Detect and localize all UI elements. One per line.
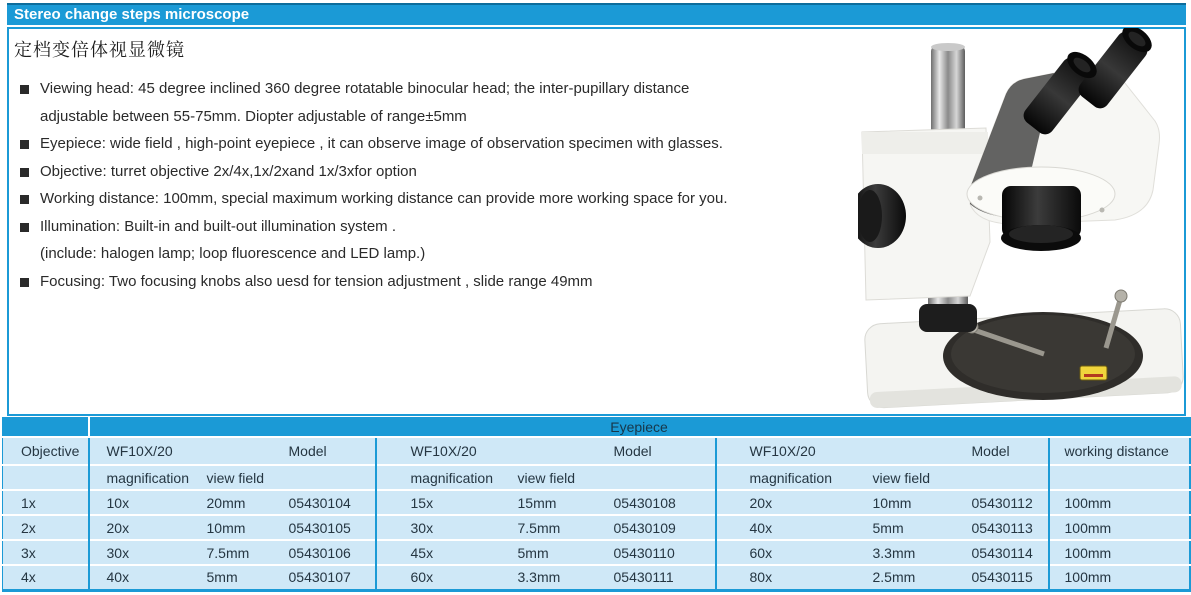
spec-table-body [3,490,1190,590]
feature-item: Focusing: Two focusing knobs also uesd for tension adjustment , slide range 49mm [14,268,864,296]
magnification-header: magnification [89,465,197,490]
group1-model-header: Model [281,437,376,465]
group1-header: WF10X/20 [89,437,281,465]
group2-model-header: Model [593,437,716,465]
table-cell-blank [3,465,89,490]
table-cell: 20x [716,490,863,515]
table-cell: 10mm [197,515,281,540]
table-cell: 40x [716,515,863,540]
table-cell: 15x [376,490,506,515]
table-cell: 20x [89,515,197,540]
table-cell: 7.5mm [197,540,281,565]
table-cell-blank [1049,465,1190,490]
table-cell-blank [3,417,89,437]
chinese-subtitle: 定档变倍体视显微镜 [14,40,185,60]
table-row-sub-headers [3,465,1190,490]
table-cell: 3.3mm [863,540,959,565]
table-cell: 100mm [1049,515,1190,540]
table-cell: 05430115 [959,565,1049,590]
table-row-eyepiece [3,417,1190,437]
objective-header: Objective [3,437,89,465]
page-title: Stereo change steps microscope [14,6,250,23]
eyepiece-header: Eyepiece [89,417,1190,437]
feature-item: (include: halogen lamp; loop fluorescence and LED lamp.) [40,245,426,262]
feature-item: Working distance: 100mm, special maximum working distance can provide more working space for you. [14,185,864,213]
table-cell: 2.5mm [863,565,959,590]
table-cell: 100mm [1049,565,1190,590]
table-cell: 3x [3,540,89,565]
table-cell: 05430114 [959,540,1049,565]
feature-item: Illumination: Built-in and built-out illumination system . [14,213,864,241]
table-cell: 10x [89,490,197,515]
table-cell: 05430104 [281,490,376,515]
table-cell: 45x [376,540,506,565]
binocular-head [967,28,1160,251]
group3-header: WF10X/20 [716,437,959,465]
table-cell-blank [959,465,1049,490]
table-cell: 05430106 [281,540,376,565]
table-row [3,565,1190,590]
focus-body [858,128,990,300]
view-field-header: view field [506,465,593,490]
table-cell: 7.5mm [506,515,593,540]
table-row [3,515,1190,540]
microscope-base [864,290,1184,408]
table-cell-blank [281,465,376,490]
table-cell: 80x [716,565,863,590]
table-cell: 05430108 [593,490,716,515]
table-cell: 05430105 [281,515,376,540]
table-cell: 4x [3,565,89,590]
table-cell: 5mm [506,540,593,565]
table-cell: 60x [376,565,506,590]
table-cell: 30x [89,540,197,565]
table-cell: 2x [3,515,89,540]
table-cell: 60x [716,540,863,565]
table-cell: 5mm [197,565,281,590]
table-row-group-headers [3,437,1190,465]
table-cell: 100mm [1049,540,1190,565]
table-cell: 05430107 [281,565,376,590]
table-row [3,490,1190,515]
table-cell: 10mm [863,490,959,515]
table-cell: 05430110 [593,540,716,565]
magnification-header: magnification [376,465,506,490]
brand-label [1080,366,1107,380]
table-cell: 05430112 [959,490,1049,515]
view-field-header: view field [197,465,281,490]
table-cell: 5mm [863,515,959,540]
table-cell: 20mm [197,490,281,515]
table-cell: 05430113 [959,515,1049,540]
group3-model-header: Model [959,437,1049,465]
table-cell: 100mm [1049,490,1190,515]
table-cell: 3.3mm [506,565,593,590]
table-cell: 30x [376,515,506,540]
table-row [3,540,1190,565]
table-cell: 40x [89,565,197,590]
microscope-photo [858,28,1188,416]
table-cell: 05430111 [593,565,716,590]
working-distance-header: working distance [1049,437,1190,465]
feature-item: Eyepiece: wide field , high-point eyepiece , it can observe image of observation specimen with glasses. [14,130,864,158]
table-cell: 1x [3,490,89,515]
title-bar [7,3,1186,25]
table-cell: 15mm [506,490,593,515]
group2-header: WF10X/20 [376,437,593,465]
features-list [14,75,864,295]
feature-item: Objective: turret objective 2x/4x,1x/2xand 1x/3xfor option [14,158,864,186]
spec-table [2,417,1191,592]
feature-item: adjustable between 55-75mm. Diopter adjustable of range±5mm [40,107,467,125]
view-field-header: view field [863,465,959,490]
magnification-header: magnification [716,465,863,490]
table-cell: 05430109 [593,515,716,540]
pole-collar [919,304,977,332]
feature-item: Viewing head: 45 degree inclined 360 degree rotatable binocular head; the inter-pupillary distance [14,75,864,103]
table-cell-blank [593,465,716,490]
